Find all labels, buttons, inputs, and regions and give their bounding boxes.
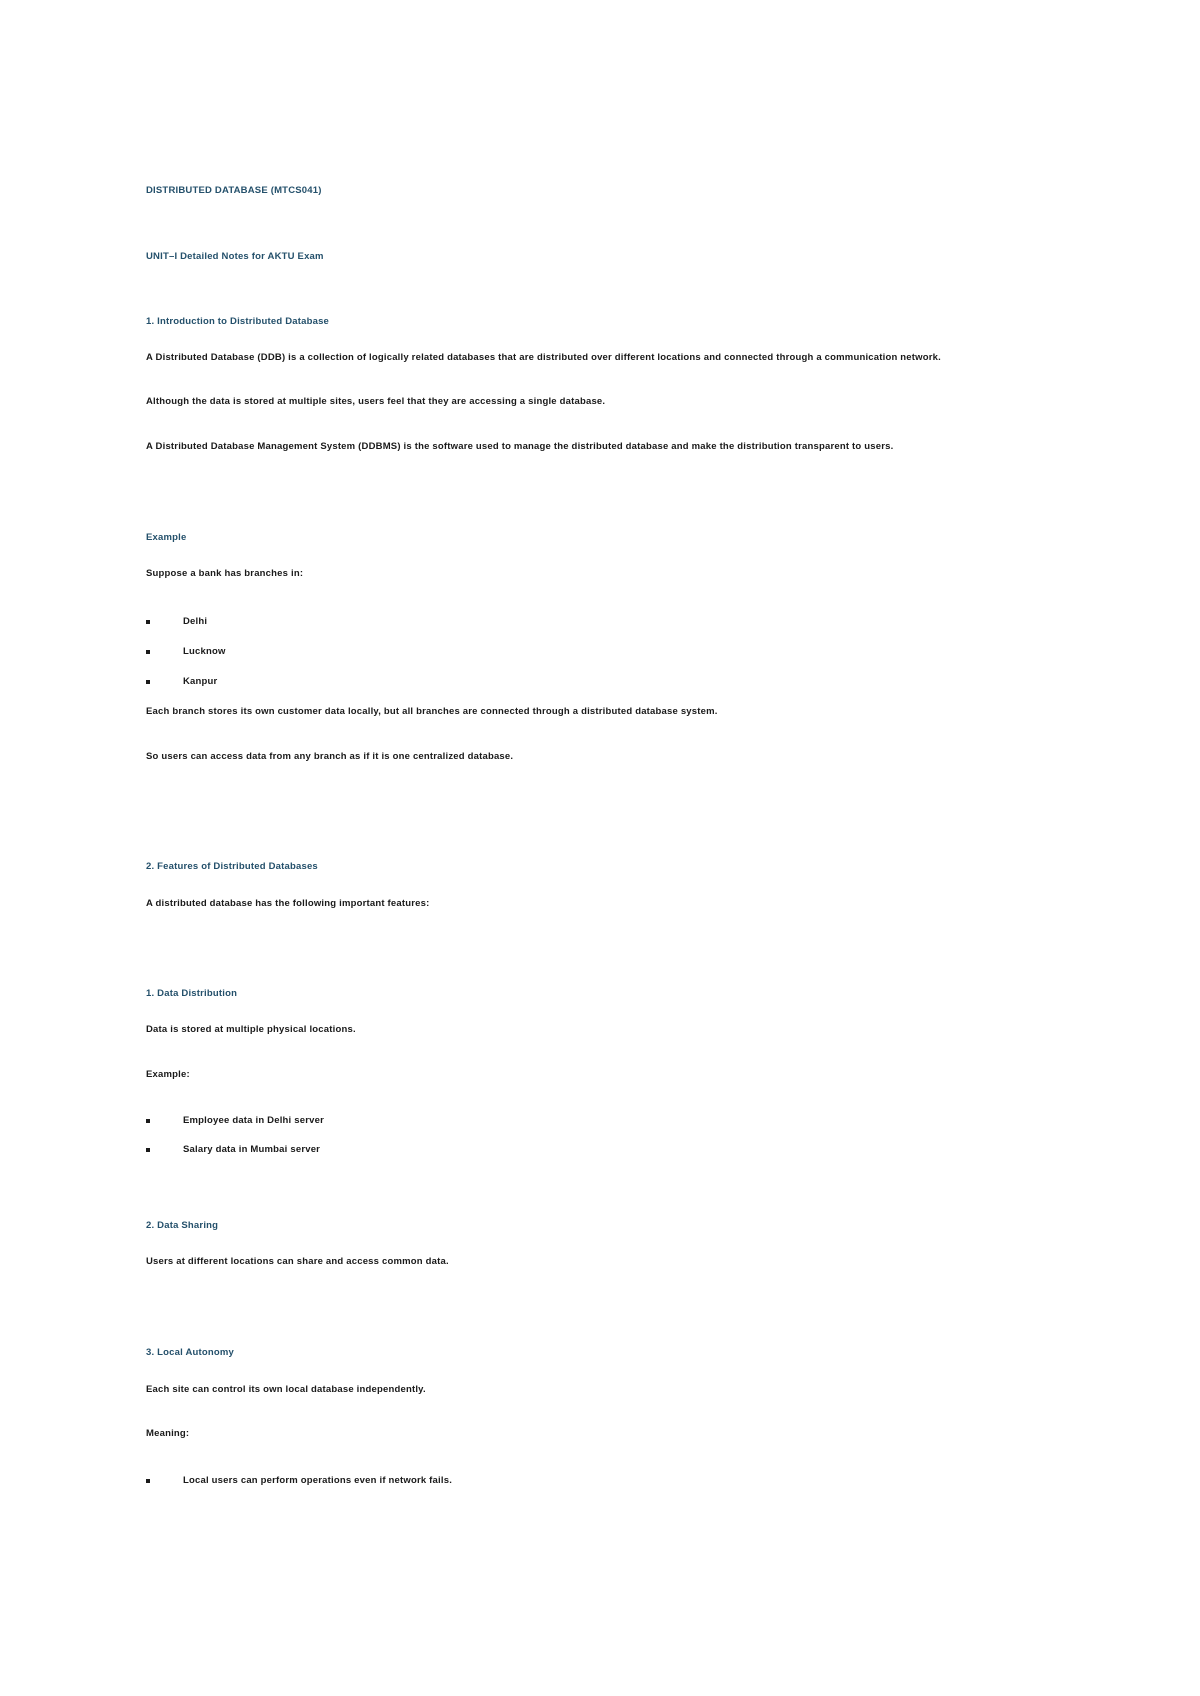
bullet-icon <box>146 650 150 654</box>
bullet-icon <box>146 680 150 684</box>
paragraph: Suppose a bank has branches in: <box>146 568 304 579</box>
paragraph: So users can access data from any branch as if it is one centralized database. <box>146 751 514 762</box>
list-item: Local users can perform operations even if network fails. <box>183 1475 453 1486</box>
feature-heading-data-distribution: 1. Data Distribution <box>146 988 238 999</box>
feature-heading-local-autonomy: 3. Local Autonomy <box>146 1347 235 1358</box>
paragraph: Users at different locations can share and access common data. <box>146 1256 449 1267</box>
bullet-icon <box>146 1119 150 1123</box>
list-item: Delhi <box>183 616 208 627</box>
document-title: DISTRIBUTED DATABASE (MTCS041) <box>146 185 322 196</box>
example-label: Example: <box>146 1069 190 1080</box>
section-heading-features: 2. Features of Distributed Databases <box>146 861 318 872</box>
list-item: Employee data in Delhi server <box>183 1115 324 1126</box>
paragraph: Data is stored at multiple physical locations. <box>146 1024 356 1035</box>
bullet-icon <box>146 1479 150 1483</box>
paragraph: Although the data is stored at multiple sites, users feel that they are accessing a single database. <box>146 396 606 407</box>
paragraph: A distributed database has the following important features: <box>146 898 430 909</box>
bullet-icon <box>146 620 150 624</box>
document-subtitle: UNIT–I Detailed Notes for AKTU Exam <box>146 251 324 262</box>
paragraph: A Distributed Database (DDB) is a collection of logically related databases that are distributed over different locations and connected through a communication network. <box>146 352 941 363</box>
meaning-label: Meaning: <box>146 1428 190 1439</box>
list-item: Lucknow <box>183 646 226 657</box>
bullet-icon <box>146 1148 150 1152</box>
list-item: Kanpur <box>183 676 218 687</box>
feature-heading-data-sharing: 2. Data Sharing <box>146 1220 219 1231</box>
paragraph: A Distributed Database Management System (DDBMS) is the software used to manage the distributed database and make the distribution transparent to users. <box>146 441 894 452</box>
paragraph: Each branch stores its own customer data locally, but all branches are connected through a distributed database system. <box>146 706 718 717</box>
example-heading: Example <box>146 532 187 543</box>
paragraph: Each site can control its own local database independently. <box>146 1384 426 1395</box>
section-heading-introduction: 1. Introduction to Distributed Database <box>146 316 330 327</box>
list-item: Salary data in Mumbai server <box>183 1144 321 1155</box>
